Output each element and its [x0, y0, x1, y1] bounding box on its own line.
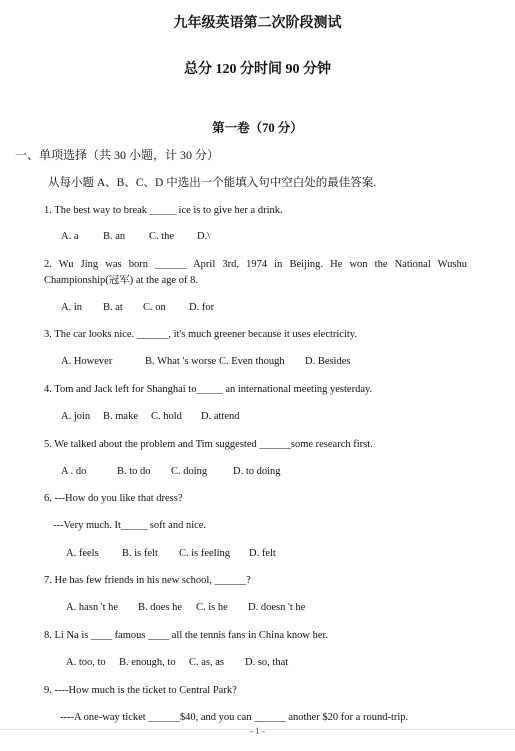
question-6-reply: ---Very much. It_____ soft and nice.: [53, 520, 207, 531]
option-d: D. to doing: [233, 466, 281, 477]
option-d: D. felt: [249, 548, 276, 559]
option-b: B. make: [103, 411, 138, 422]
option-d: D. doesn 't he: [248, 602, 306, 613]
option-c: C. on: [143, 302, 166, 313]
section-heading: 一、单项选择（共 30 小题，计 30 分）: [15, 148, 220, 162]
question-2-stem: 2. Wu Jing was born ______ April 3rd, 1974 in Beijing. He won the National Wushu Championship(冠军) at the age of 8.: [44, 259, 467, 286]
option-b: B. to do: [117, 466, 151, 477]
option-b: B. is felt: [122, 548, 158, 559]
question-1-options: [61, 231, 210, 242]
option-b: B. an: [103, 231, 126, 242]
question-9-stem: 9. ----How much is the ticket to Central Park?: [44, 685, 237, 696]
option-a: A. However: [61, 356, 113, 367]
option-d: D. Besides: [305, 356, 351, 367]
question-4-stem: 4. Tom and Jack left for Shanghai to_____ an international meeting yesterday.: [44, 384, 373, 395]
option-c: C. hold: [151, 411, 182, 422]
option-b: B. enough, to: [119, 657, 176, 668]
option-d: D. so, that: [245, 657, 289, 668]
question-6-options: [66, 548, 276, 559]
question-5-stem: 5. We talked about the problem and Tim suggested ______some research first.: [44, 439, 373, 450]
question-8-stem: 8. Li Na is ____ famous ____ all the tennis fans in China know her.: [44, 630, 329, 641]
option-a: A. feels: [66, 548, 99, 559]
exam-title: 九年级英语第二次阶段测试: [173, 16, 342, 31]
question-2-options: [61, 302, 214, 313]
option-b: B. at: [103, 302, 123, 313]
option-c: C. the: [149, 231, 175, 242]
option-a: A . do: [61, 466, 87, 477]
question-3-stem: 3. The car looks nice. ______, it's much greener because it uses electricity.: [44, 329, 357, 340]
question-9-reply: ----A one-way ticket ______$40, and you can ______ another $20 for a round-trip.: [60, 712, 409, 723]
question-3-options: [61, 356, 351, 367]
option-c: C. is feeling: [179, 548, 231, 559]
instruction-text: 从每小题 A、B、C、D 中选出一个能填入句中空白处的最佳答案.: [48, 177, 377, 189]
option-d: D.\: [197, 231, 211, 242]
option-b: B. What 's worse: [145, 356, 217, 367]
exam-subtitle: 总分 120 分时间 90 分钟: [184, 62, 331, 77]
page-number: - 1 -: [250, 726, 265, 736]
question-8-options: [66, 657, 288, 668]
question-7-options: [66, 602, 305, 613]
question-5-options: [61, 466, 281, 477]
option-a: A. hasn 't he: [66, 602, 119, 613]
option-a: A. a: [61, 231, 79, 242]
option-c: C. as, as: [189, 657, 224, 668]
option-a: A. in: [61, 302, 82, 313]
option-b: B. does he: [138, 602, 183, 613]
question-4-options: [61, 411, 240, 422]
option-d: D. attend: [201, 411, 240, 422]
option-a: A. too, to: [66, 657, 106, 668]
option-c: C. doing: [171, 466, 208, 477]
option-c: C. is he: [196, 602, 228, 613]
question-1-stem: 1. The best way to break _____ ice is to give her a drink.: [44, 205, 283, 216]
option-c: C. Even though: [219, 356, 285, 367]
question-6-stem: 6. ---How do you like that dress?: [44, 493, 183, 504]
volume-heading: 第一卷（70 分）: [212, 121, 303, 135]
option-d: D. for: [189, 302, 215, 313]
option-a: A. join: [61, 411, 91, 422]
question-7-stem: 7. He has few friends in his new school, ______?: [44, 575, 251, 586]
